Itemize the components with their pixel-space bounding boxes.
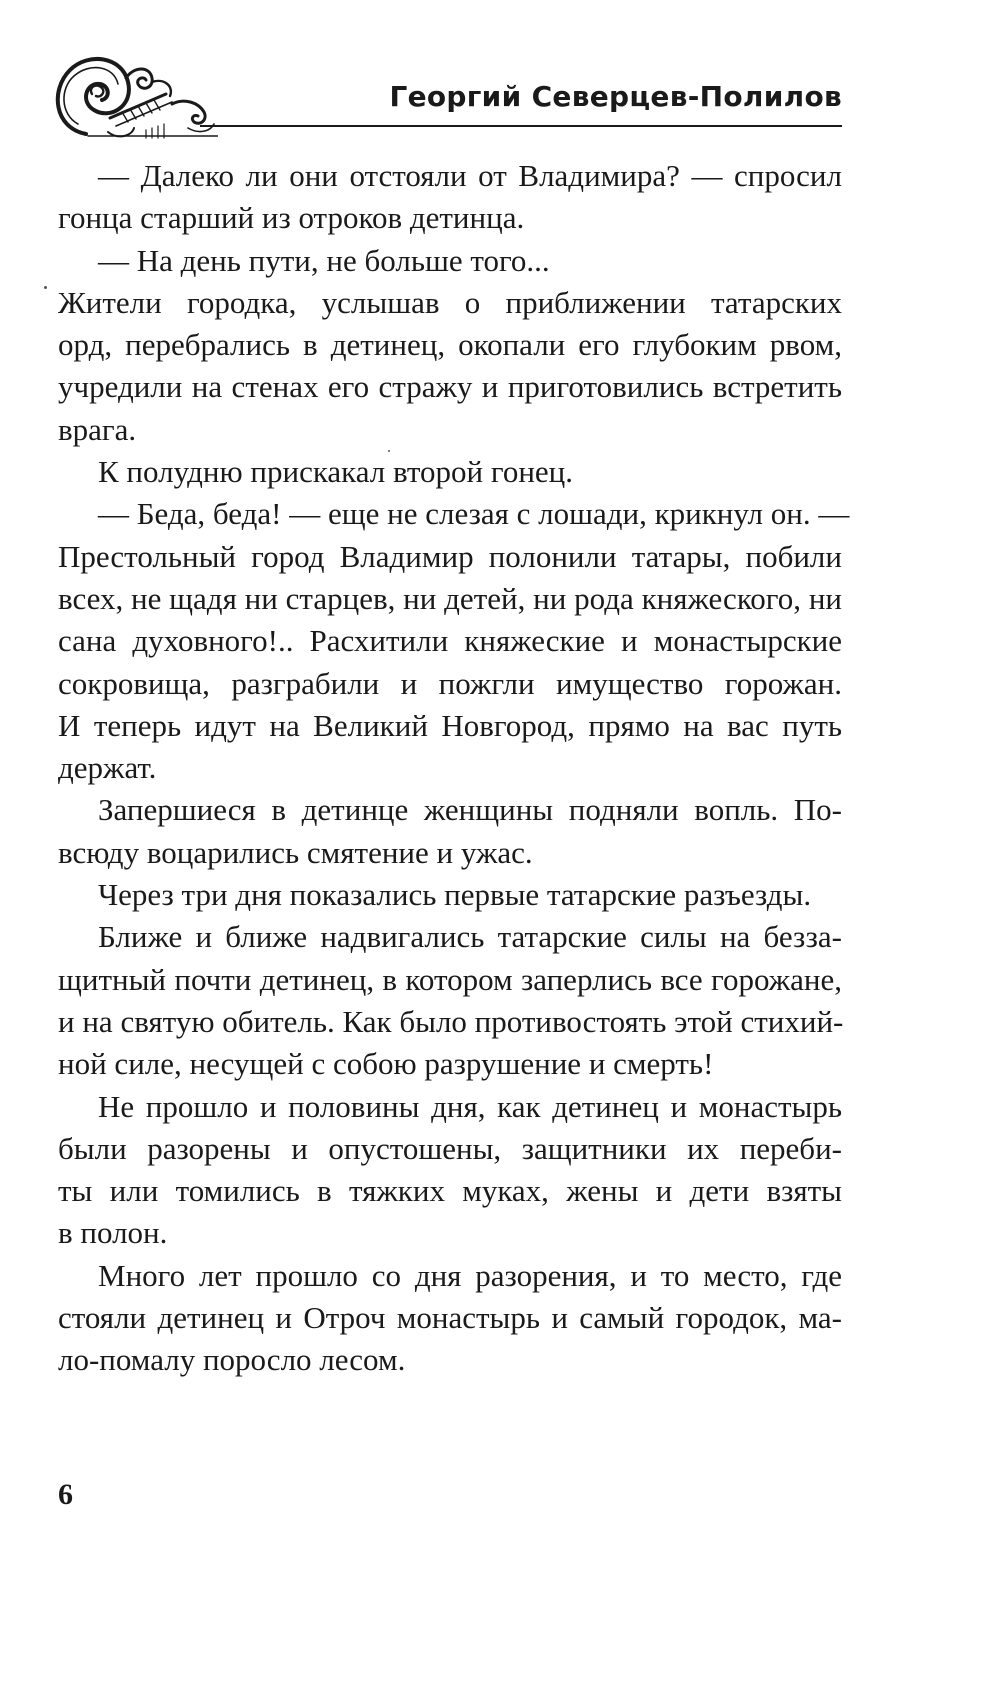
text-line: сана духовного!.. Расхитили княжеские и монастырские: [58, 623, 842, 659]
paragraph: [58, 1086, 842, 1255]
text-line: были разорены и опустошены, защитники их переби-: [58, 1130, 842, 1166]
paragraph: [58, 874, 842, 916]
text-line: Ближе и ближе надвигались татарские силы на безза-: [98, 919, 842, 955]
text-line: держат.: [58, 750, 157, 786]
text-line: всех, не щадя ни старцев, ни детей, ни рода княжеского, ни: [58, 580, 842, 616]
paragraph: [58, 916, 842, 1085]
print-speck: [44, 286, 47, 289]
text-line: всюду воцарились смятение и ужас.: [58, 834, 533, 870]
text-line: — Далеко ли они отстояли от Владимира? — спросил: [98, 158, 842, 193]
paragraph: [58, 1255, 842, 1382]
body-text: [58, 155, 850, 1382]
paragraph: [58, 155, 842, 240]
paragraph: [58, 789, 842, 874]
text-line: учредили на стенах его стражу и приготовились встретить: [58, 369, 842, 405]
text-line: орд, перебрались в детинец, окопали его глубоким рвом,: [58, 327, 842, 363]
decorative-swirl-ornament-icon: [48, 48, 218, 140]
paragraph: [58, 493, 850, 789]
text-line: сокровища, разграбили и пожгли имущество горожан.: [58, 665, 842, 701]
text-line: — Беда, беда! — еще не слезая с лошади, крикнул он. —: [98, 496, 850, 532]
text-line: — На день пути, не больше того...: [98, 242, 550, 278]
paragraph: [58, 240, 842, 282]
text-line: в полон.: [58, 1215, 168, 1251]
text-line: И теперь идут на Великий Новгород, прямо на вас путь: [58, 707, 842, 743]
text-line: ло-помалу поросло лесом.: [58, 1342, 406, 1378]
text-line: Престольный город Владимир полонили татары, побили: [58, 538, 842, 574]
page-number: 6: [58, 1478, 73, 1511]
text-line: щитный почти детинец, в котором заперлись все горожане,: [58, 961, 842, 997]
text-line: Много лет прошло со дня разорения, и то место, где: [98, 1257, 842, 1293]
running-header-author: Георгий Северцев-Полилов: [389, 80, 842, 113]
paragraph: [58, 451, 842, 493]
text-line: стояли детинец и Отроч монастырь и самый городок, ма-: [58, 1300, 842, 1336]
text-line: врага.: [58, 411, 137, 447]
text-line: ты или томились в тяжких муках, жены и дети взяты: [58, 1173, 842, 1209]
paragraph: [58, 282, 842, 451]
text-line: и на святую обитель. Как было противостоять этой стихий-: [58, 1003, 844, 1039]
text-line: К полудню прискакал второй гонец.: [98, 454, 574, 490]
text-line: гонца старший из отроков детинца.: [58, 200, 525, 236]
header-divider: [200, 125, 842, 127]
text-line: ной силе, несущей с собою разрушение и смерть!: [58, 1046, 714, 1082]
print-speck: [388, 450, 390, 452]
text-line: Жители городка, услышав о приближении татарских: [58, 284, 842, 320]
text-line: Не прошло и половины дня, как детинец и монастырь: [98, 1088, 842, 1124]
text-line: Запершиеся в детинце женщины подняли вопль. По-: [98, 792, 842, 828]
text-line: Через три дня показались первые татарские разъезды.: [98, 877, 812, 913]
